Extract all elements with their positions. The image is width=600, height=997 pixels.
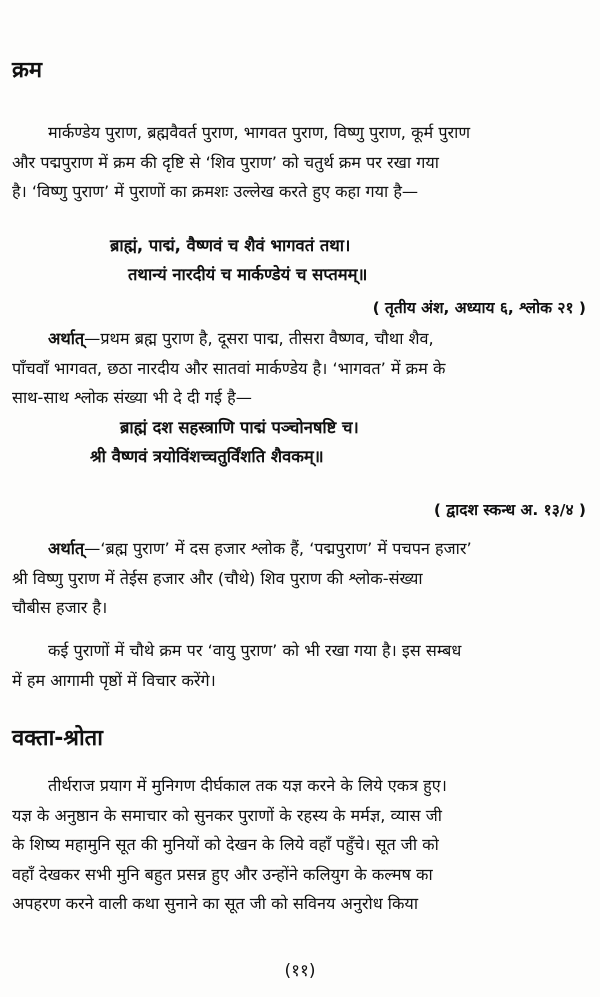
paragraph-line: चौबीस हजार है। xyxy=(12,598,108,617)
paragraph-line: में हम आगामी पृष्ठों में विचार करेंगे। xyxy=(12,670,216,690)
verse-1-line-1: ब्राह्मं, पाद्मं, वैष्णवं च शैवं भागवतं तथा। xyxy=(110,236,351,255)
paragraph-line: साथ-साथ श्लोक संख्या भी दे दी गई है— xyxy=(12,388,252,407)
page-number: (११) xyxy=(284,961,316,981)
paragraph-2 xyxy=(12,324,588,413)
paragraph-line: कई पुराणों में चौथे क्रम पर ‘वायु पुराण’ को भी रखा गया है। इस सम्बध xyxy=(48,641,462,660)
paragraph-line xyxy=(12,534,588,564)
paragraph-4 xyxy=(12,636,588,695)
paragraph-line: और पद्मपुराण में क्रम की दृष्टि से ‘शिव पुराण’ को चतुर्थ क्रम पर रखा गया xyxy=(12,152,439,172)
paragraph-line: वहाँ देखकर सभी मुनि बहुत प्रसन्न हुए और उन्होंने कलियुग के कल्मष का xyxy=(12,864,433,884)
verse-2-reference: ( द्वादश स्कन्ध अ. १३/४ ) xyxy=(433,501,586,519)
paragraph-3 xyxy=(12,534,588,623)
verse-1-line-2: तथान्यं नारदीयं च मार्कण्डेयं च सप्तमम्॥ xyxy=(128,265,368,284)
verse-2-line-1: ब्राह्मं दश सहस्त्राणि पाद्मं पञ्चोनषष्टि च। xyxy=(120,418,359,437)
paragraph-line-text: —‘ब्रह्म पुराण’ में दस हजार श्लोक हैं, ‘पद्मपुराण’ में पचपन हजार’ xyxy=(84,539,472,558)
verse-2-line-2: श्री वैष्णवं त्रयोविंशच्चतुर्विंशति शैवकम्॥ xyxy=(90,447,324,466)
lead-word-arthat: अर्थात् xyxy=(48,539,85,558)
paragraph-line: के शिष्य महामुनि सूत की मुनियों को देखन के लिये वहाँ पहुँचे। सूत जी को xyxy=(12,835,439,854)
section-heading-kram: क्रम xyxy=(12,58,43,83)
paragraph-1 xyxy=(12,118,588,207)
paragraph-line xyxy=(12,324,588,354)
paragraph-line: पाँचवाँ भागवत, छठा नारदीय और सातवां मार्कण्डेय है। ‘भागवत’ में क्रम के xyxy=(12,358,446,378)
lead-word-arthat: अर्थात् xyxy=(48,329,85,348)
paragraph-line: मार्कण्डेय पुराण, ब्रह्मवैवर्त पुराण, भागवत पुराण, विष्णु पुराण, कूर्म पुराण xyxy=(48,123,471,142)
paragraph-line: श्री विष्णु पुराण में तेईस हजार और (चौथे) शिव पुराण की श्लोक-संख्या xyxy=(12,568,423,588)
paragraph-line-text: —प्रथम ब्रह्म पुराण है, दूसरा पाद्म, तीसरा वैष्णव, चौथा शैव, xyxy=(84,329,434,348)
paragraph-line: यज्ञ के अनुष्ठान के समाचार को सुनकर पुराणों के रहस्य के मर्मज्ञ, व्यास जी xyxy=(12,805,442,825)
paragraph-line: है। ‘विष्णु पुराण’ में पुराणों का क्रमशः उल्लेख करते हुए कहा गया है— xyxy=(12,182,419,201)
section-heading-vakta-shrota: वक्ता-श्रोता xyxy=(12,726,103,751)
paragraph-line: अपहरण करने वाली कथा सुनाने का सूत जी को सविनय अनुरोध किया xyxy=(12,894,419,913)
paragraph-line: तीर्थराज प्रयाग में मुनिगण दीर्घकाल तक यज्ञ करने के लिये एकत्र हुए। xyxy=(48,776,447,795)
verse-1-reference: ( तृतीय अंश, अध्याय ६, श्लोक २१ ) xyxy=(372,299,586,317)
paragraph-5 xyxy=(12,771,588,919)
